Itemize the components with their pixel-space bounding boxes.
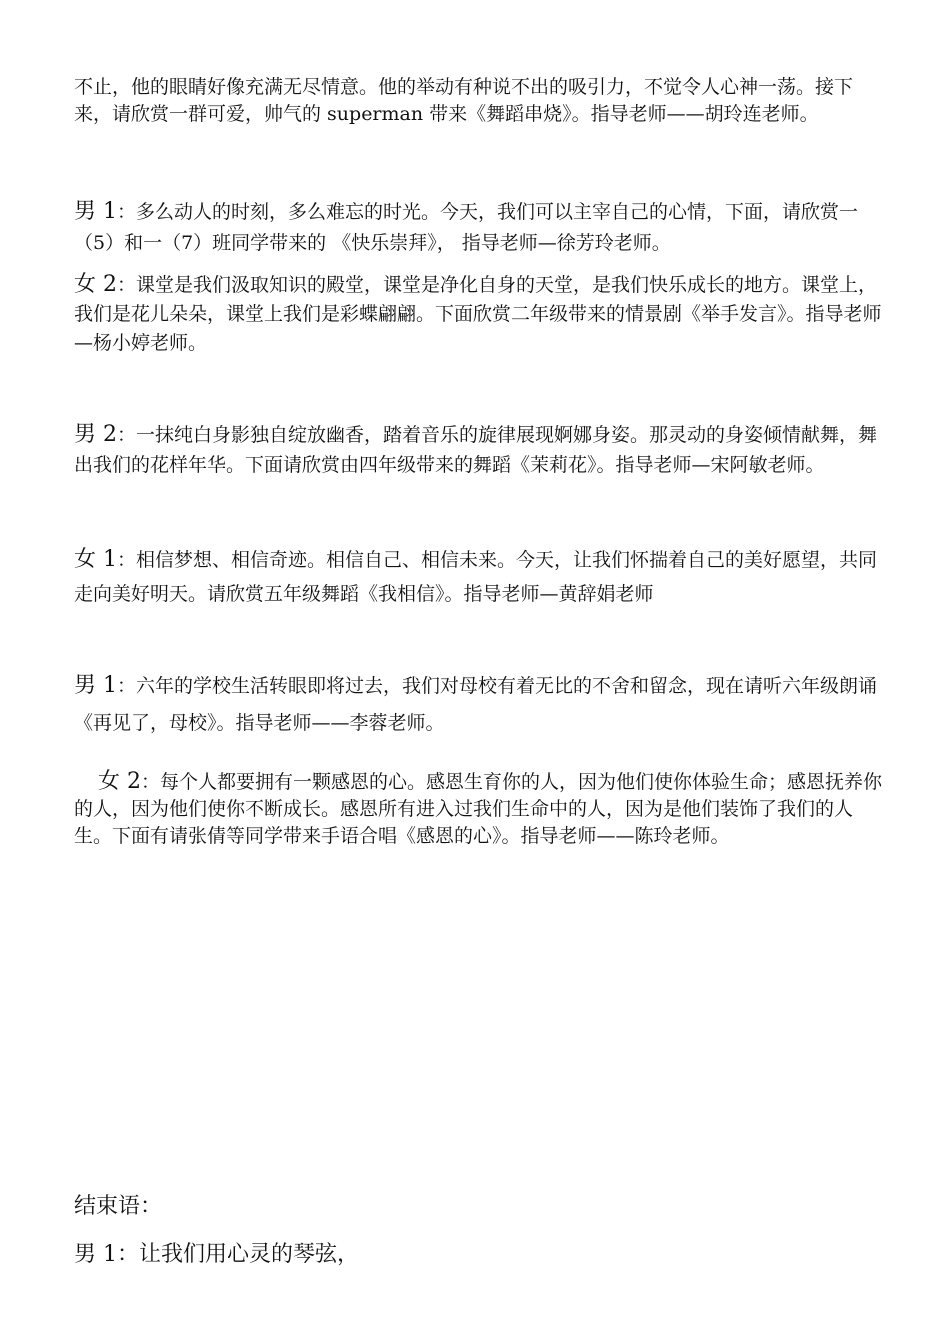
- paragraph-male1-b: [74, 667, 886, 742]
- paragraph-female2-b: [74, 768, 886, 850]
- speaker-label: 女 2: [98, 769, 141, 794]
- paragraph-text: ：六年的学校生活转眼即将过去，我们对母校有着无比的不舍和留念，现在请听六年级朗诵《再见了，母校》。指导老师——李蓉老师。: [74, 675, 878, 734]
- paragraph-male2: [74, 420, 886, 480]
- speaker-label: 男 1: [74, 673, 117, 698]
- paragraph-intro: [74, 74, 886, 128]
- speaker-label: 男 1: [74, 1242, 117, 1267]
- paragraph-text: 不止，他的眼睛好像充满无尽情意。他的举动有种说不出的吸引力，不觉令人心神一荡。接下来，请欣赏一群可爱，帅气的 superman 带来《舞蹈串烧》。指导老师——胡玲连老师。: [74, 76, 854, 125]
- speaker-label: 女 1: [74, 547, 117, 572]
- speaker-label: 男 2: [74, 422, 117, 447]
- paragraph-text: ：多么动人的时刻，多么难忘的时光。今天，我们可以主宰自己的心情，下面，请欣赏一（5）和一（7）班同学带来的 《快乐崇拜》， 指导老师—徐芳玲老师。: [74, 201, 859, 254]
- speaker-label: 女 2: [74, 272, 117, 297]
- closing-line: [74, 1240, 359, 1270]
- paragraph-text: ：每个人都要拥有一颗感恩的心。感恩生育你的人，因为他们使你体验生命；感恩抚养你的人，因为他们使你不断成长。感恩所有进入过我们生命中的人，因为是他们装饰了我们的人生。下面有请张倩等同学带来手语合唱《感恩的心》。指导老师——陈玲老师。: [74, 771, 883, 847]
- paragraph-text: ：课堂是我们汲取知识的殿堂，课堂是净化自身的天堂，是我们快乐成长的地方。课堂上，我们是花儿朵朵，课堂上我们是彩蝶翩翩。下面欣赏二年级带来的情景剧《举手发言》。指导老师—杨小婷老师。: [74, 274, 882, 354]
- paragraph-female1: [74, 543, 886, 611]
- speaker-label: 男 1: [74, 199, 117, 224]
- paragraph-female2-a: [74, 270, 886, 358]
- closing-heading: 结束语：: [74, 1194, 163, 1219]
- paragraph-text: ：相信梦想、相信奇迹。相信自己、相信未来。今天，让我们怀揣着自己的美好愿望，共同走向美好明天。请欣赏五年级舞蹈《我相信》。指导老师—黄辞娟老师: [74, 549, 878, 605]
- paragraph-text: ：一抹纯白身影独自绽放幽香，踏着音乐的旋律展现婀娜身姿。那灵动的身姿倾情献舞，舞出我们的花样年华。下面请欣赏由四年级带来的舞蹈《茉莉花》。指导老师—宋阿敏老师。: [74, 424, 878, 476]
- paragraph-male1-a: [74, 196, 886, 259]
- closing-text: ：让我们用心灵的琴弦，: [117, 1242, 360, 1267]
